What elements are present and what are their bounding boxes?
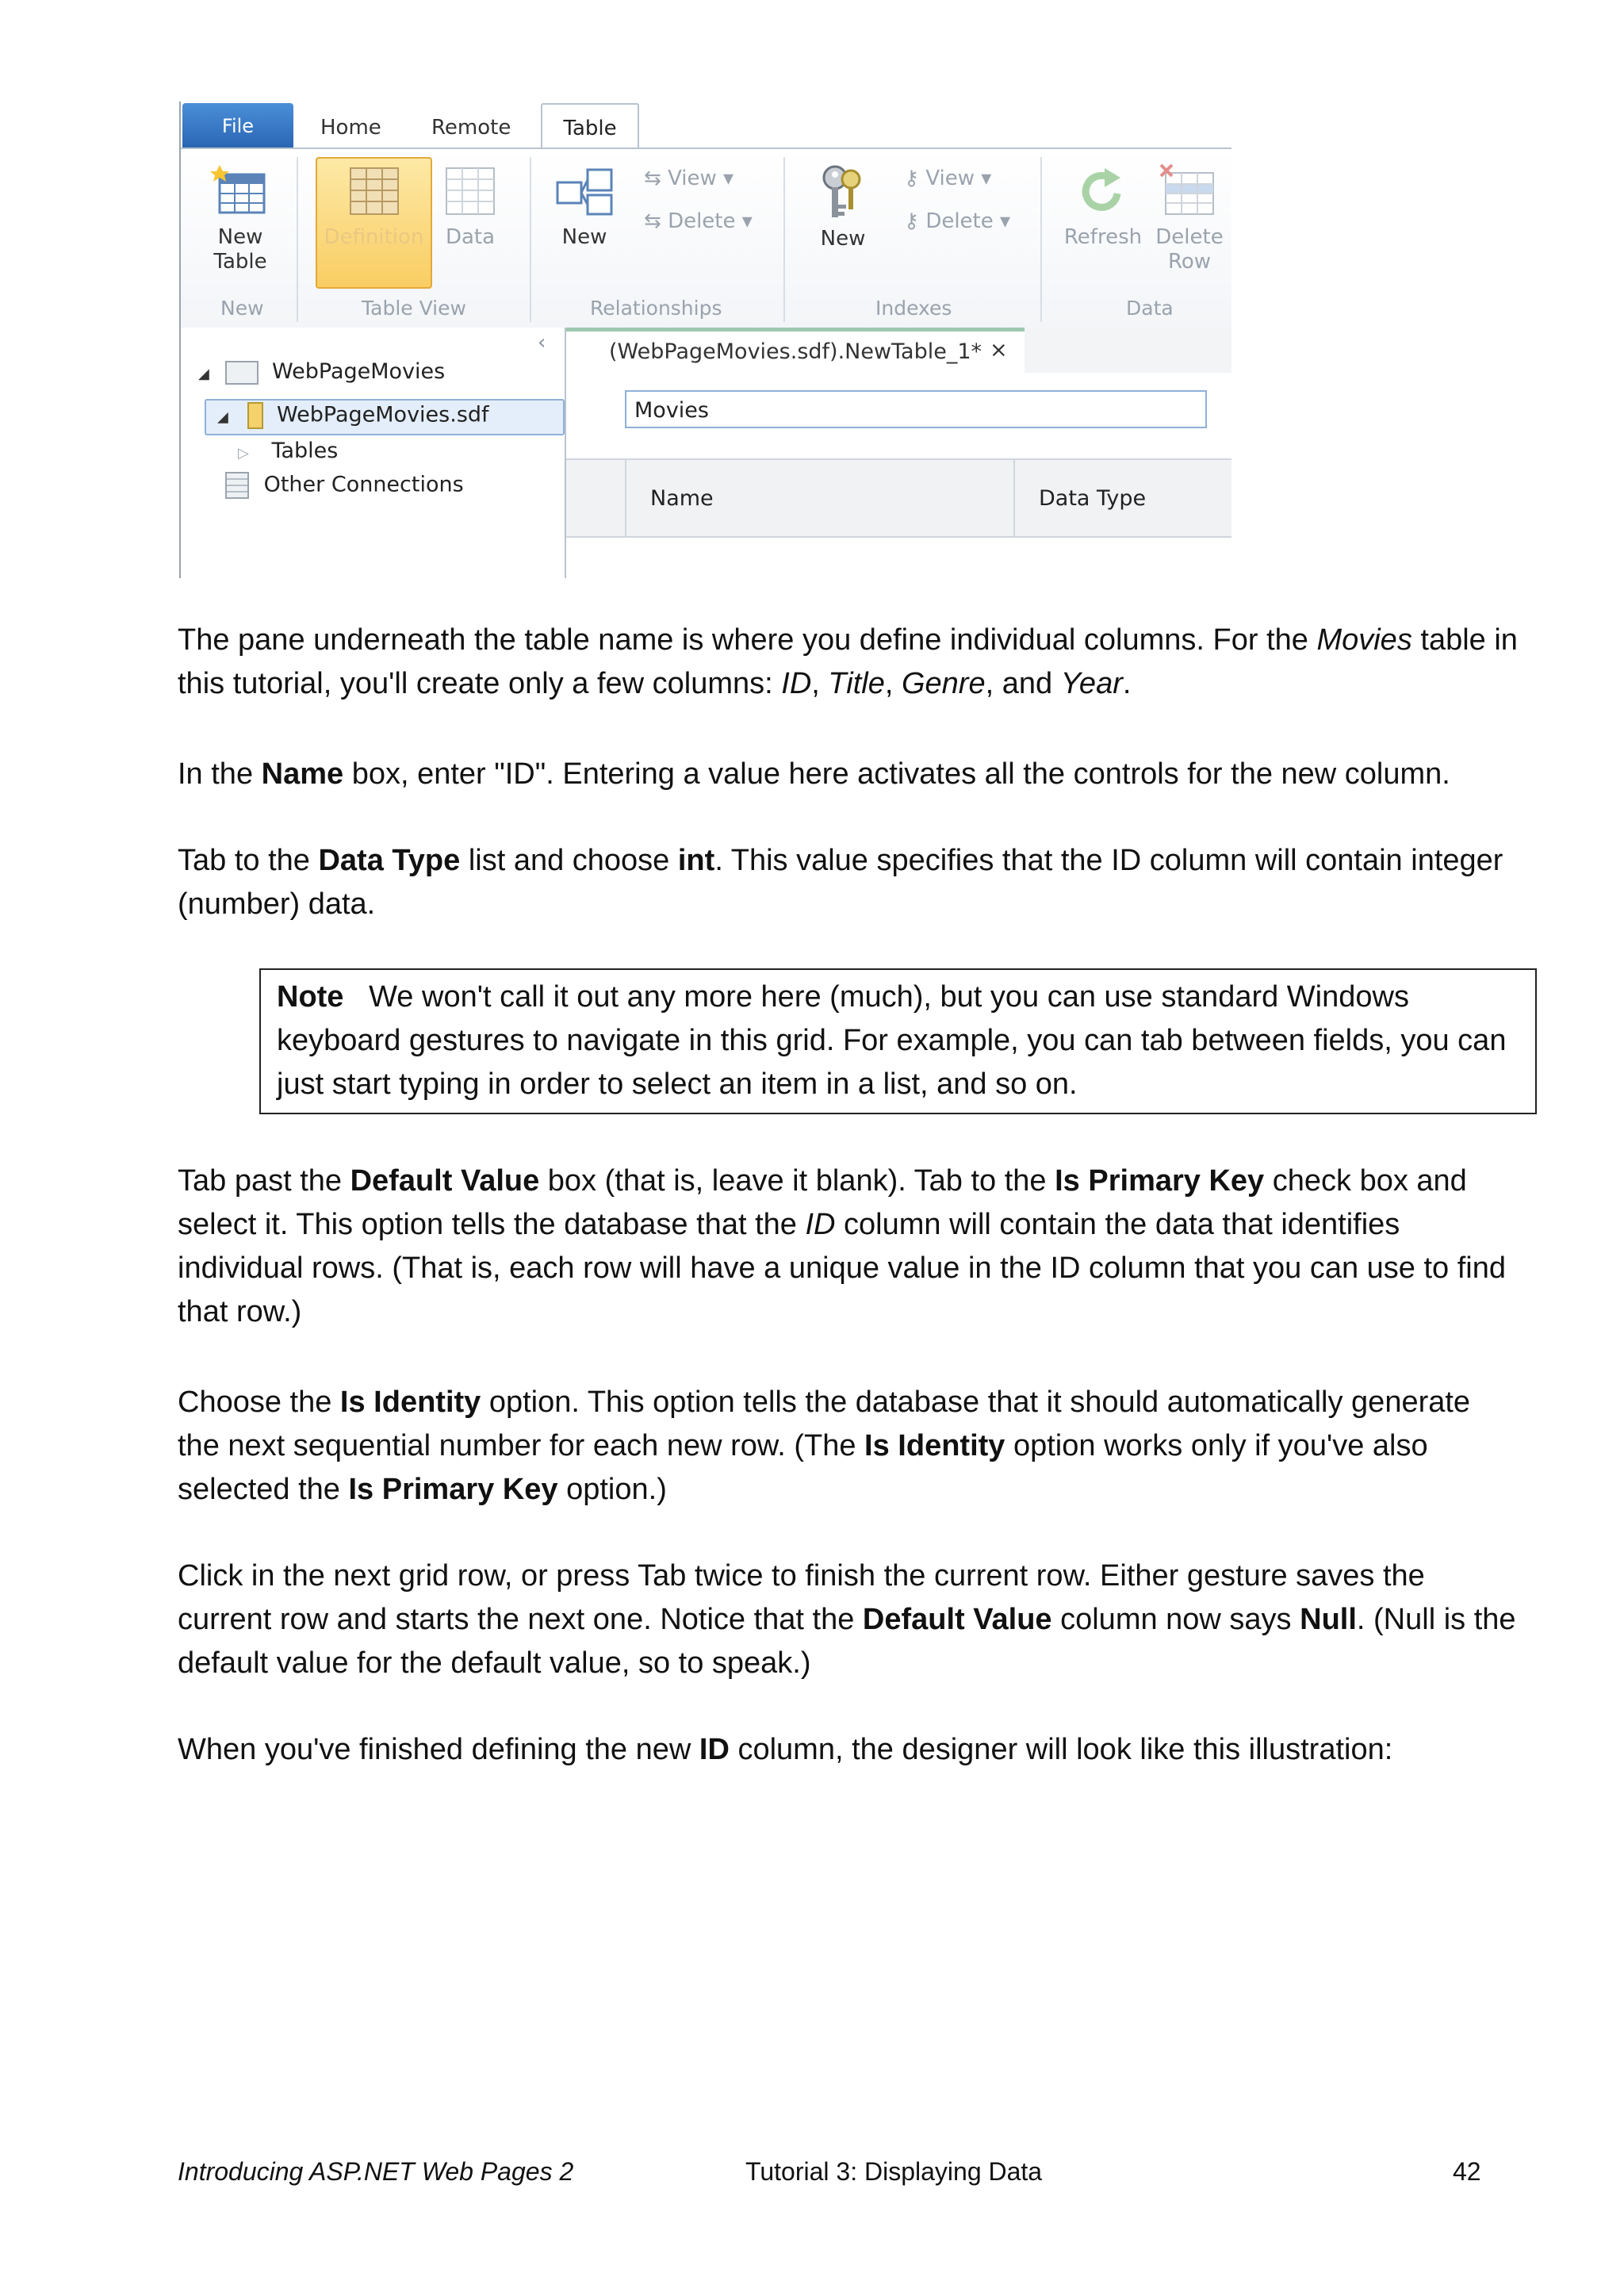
- text: Choose the: [178, 1386, 340, 1419]
- paragraph-next-row: [178, 1554, 1518, 1685]
- relationship-delete-label: Delete: [668, 209, 736, 233]
- strong: Is Identity: [339, 1386, 481, 1419]
- new-table-icon: [209, 163, 272, 219]
- text: Click in the next grid row, or press Tab twice to finish the current row. Either gesture saves the current row and starts the next one. Notice that the: [178, 1559, 1425, 1636]
- text: option. This option tells the database that it should automatically generate the next sequential number for each new row. (The: [178, 1386, 1471, 1462]
- strong: Is Primary Key: [348, 1473, 558, 1506]
- tree-label-root: WebPageMovies: [272, 359, 446, 384]
- ribbon-tab-bar: [181, 102, 1231, 149]
- delete-row-label-1: Delete: [1155, 225, 1224, 249]
- strong: Null: [1300, 1603, 1357, 1636]
- text: column now says: [1051, 1603, 1300, 1636]
- database-tree-pane: [181, 328, 566, 578]
- group-label-table-view: Table View: [362, 297, 466, 320]
- emphasis: Movies: [1316, 623, 1412, 657]
- collapse-pane-icon[interactable]: ‹: [538, 331, 546, 355]
- refresh-button[interactable]: [1059, 163, 1147, 250]
- group-label-relationships: Relationships: [590, 297, 722, 320]
- footer-chapter: Tutorial 3: Displaying Data: [745, 2157, 1043, 2186]
- text: Tab to the: [178, 844, 319, 877]
- expand-arrow-icon[interactable]: ◢: [217, 408, 228, 426]
- text: table in this tutorial, you'll create only a few columns:: [178, 623, 1518, 700]
- emphasis: ID: [781, 667, 812, 700]
- text: Tab past the: [178, 1164, 350, 1198]
- definition-label: Definition: [324, 225, 424, 249]
- new-index-button[interactable]: [807, 163, 879, 251]
- strong: ID: [699, 1733, 730, 1766]
- text: list and choose: [460, 844, 678, 877]
- tab-remote[interactable]: Remote: [431, 116, 511, 140]
- strong: int: [677, 844, 715, 877]
- text: , and: [985, 667, 1061, 700]
- new-relationship-label: New: [561, 225, 607, 249]
- group-separator: [530, 157, 531, 322]
- document-tab[interactable]: [566, 328, 1025, 375]
- server-icon: [225, 472, 249, 499]
- tree-item-database[interactable]: [217, 402, 489, 429]
- ribbon: [181, 148, 1231, 329]
- tab-file[interactable]: File: [182, 103, 293, 149]
- index-view-label: View: [925, 167, 975, 190]
- relationship-view-button[interactable]: [644, 167, 733, 190]
- text: . (Null is the default value for the default value, so to speak.): [178, 1603, 1516, 1680]
- new-relationship-button[interactable]: [549, 163, 620, 250]
- table-definition-area: [566, 373, 1231, 578]
- text: In the: [178, 757, 262, 791]
- note-box: [259, 968, 1537, 1114]
- dropdown-arrow-icon: ▾: [975, 167, 992, 190]
- tree-label-other-connections: Other Connections: [263, 472, 464, 497]
- text: column, the designer will look like this illustration:: [729, 1733, 1393, 1766]
- paragraph-data-type: [178, 839, 1518, 926]
- text: .: [1122, 667, 1132, 700]
- text: When you've finished defining the new: [178, 1733, 699, 1766]
- dropdown-arrow-icon: ▾: [993, 209, 1011, 233]
- text: ,: [811, 667, 829, 700]
- index-view-button[interactable]: [904, 167, 991, 190]
- emphasis: Genre: [901, 667, 986, 700]
- definition-button[interactable]: [316, 163, 432, 250]
- delete-row-icon: [1158, 163, 1221, 219]
- relationship-view-label: View: [668, 167, 717, 190]
- strong: Is Primary Key: [1055, 1164, 1265, 1198]
- footer-book-title: Introducing ASP.NET Web Pages 2: [178, 2157, 574, 2186]
- group-separator: [783, 157, 785, 322]
- note-label: Note: [277, 980, 344, 1014]
- folder-icon: [225, 361, 259, 385]
- emphasis: Title: [828, 667, 885, 700]
- footer-page-number: 42: [1453, 2157, 1481, 2186]
- dropdown-arrow-icon: ▾: [716, 167, 734, 190]
- table-editor-pane: [566, 328, 1231, 578]
- relationship-view-icon: ⇆: [644, 167, 668, 190]
- strong: Data Type: [318, 844, 461, 877]
- relationship-delete-button[interactable]: [644, 209, 753, 233]
- text: check box and select it. This option tells the database that the: [178, 1164, 1467, 1241]
- delete-row-button[interactable]: [1150, 163, 1229, 274]
- tree-item-tables[interactable]: [238, 439, 338, 463]
- collapsed-arrow-icon[interactable]: ▷: [238, 445, 249, 462]
- close-tab-icon[interactable]: ×: [990, 338, 1008, 362]
- new-table-label-1: New: [217, 225, 263, 249]
- key-icon: [811, 163, 875, 220]
- emphasis: Year: [1060, 667, 1123, 700]
- database-file-icon: [247, 402, 263, 429]
- paragraph-name-box: [178, 753, 1518, 796]
- group-separator: [1040, 157, 1042, 322]
- data-grid-icon: [439, 163, 502, 219]
- refresh-icon: [1071, 163, 1135, 219]
- tree-item-root[interactable]: [198, 359, 445, 385]
- paragraph-primary-key: [178, 1159, 1518, 1334]
- relationship-delete-icon: ⇆: [644, 209, 668, 233]
- text: ,: [884, 667, 902, 700]
- tab-table[interactable]: Table: [541, 103, 639, 152]
- designer-screenshot: [179, 102, 1231, 578]
- columns-grid-header: [566, 458, 1231, 538]
- relationship-icon: [553, 163, 616, 219]
- paragraph-is-identity: [178, 1381, 1518, 1512]
- table-name-input[interactable]: Movies: [625, 390, 1207, 428]
- strong: Default Value: [350, 1164, 540, 1198]
- expand-arrow-icon[interactable]: ◢: [198, 366, 209, 382]
- text: option works only if you've also selected the: [178, 1429, 1428, 1506]
- emphasis: ID: [805, 1208, 836, 1241]
- data-view-button[interactable]: [436, 163, 504, 250]
- refresh-label: Refresh: [1063, 225, 1143, 249]
- index-delete-button[interactable]: [904, 209, 1010, 233]
- text: The pane underneath the table name is where you define individual columns. For the: [178, 623, 1317, 657]
- strong: Default Value: [862, 1603, 1052, 1636]
- text: box, enter "ID". Entering a value here activates all the controls for the new column.: [343, 757, 1450, 791]
- definition-icon: [343, 163, 406, 219]
- index-delete-label: Delete: [925, 209, 994, 233]
- column-header-data-type[interactable]: Data Type: [1013, 460, 1231, 536]
- delete-row-label-2: Row: [1167, 250, 1212, 274]
- index-delete-icon: ⚷: [904, 209, 926, 233]
- dropdown-arrow-icon: ▾: [735, 209, 753, 233]
- index-view-icon: ⚷: [904, 167, 926, 190]
- document-tab-title: (WebPageMovies.sdf).NewTable_1*: [609, 339, 982, 364]
- text: . This value specifies that the ID column will contain integer (number) data.: [178, 844, 1503, 921]
- strong: Name: [261, 757, 344, 791]
- group-separator: [297, 157, 298, 322]
- paragraph-columns-intro: [178, 619, 1518, 706]
- data-view-label: Data: [445, 225, 496, 249]
- paragraph-illustration-intro: [178, 1728, 1518, 1772]
- tree-label-tables: Tables: [271, 439, 339, 463]
- new-table-button[interactable]: [197, 163, 284, 274]
- new-index-label: New: [820, 227, 866, 251]
- group-label-new: New: [220, 297, 264, 320]
- tree-item-other-connections[interactable]: [225, 472, 464, 499]
- tab-home[interactable]: Home: [320, 116, 381, 140]
- text: box (that is, leave it blank). Tab to the: [539, 1164, 1055, 1198]
- column-header-name[interactable]: Name: [625, 460, 1013, 536]
- strong: Is Identity: [864, 1429, 1005, 1462]
- group-label-data: Data: [1126, 297, 1174, 320]
- note-text: We won't call it out any more here (much), but you can use standard Windows keyboard gestures to navigate in this grid. For example, you can tab between fields, you can just start typing in order to select an item in a list, and so on.: [277, 980, 1515, 1101]
- text: option.): [557, 1473, 667, 1506]
- new-table-label-2: Table: [213, 250, 267, 274]
- tree-label-database: WebPageMovies.sdf: [277, 402, 489, 427]
- text: column will contain the data that identifies individual rows. (That is, each row will have a unique value in the ID column that you can use to find that row.): [178, 1208, 1507, 1328]
- group-label-indexes: Indexes: [875, 297, 952, 320]
